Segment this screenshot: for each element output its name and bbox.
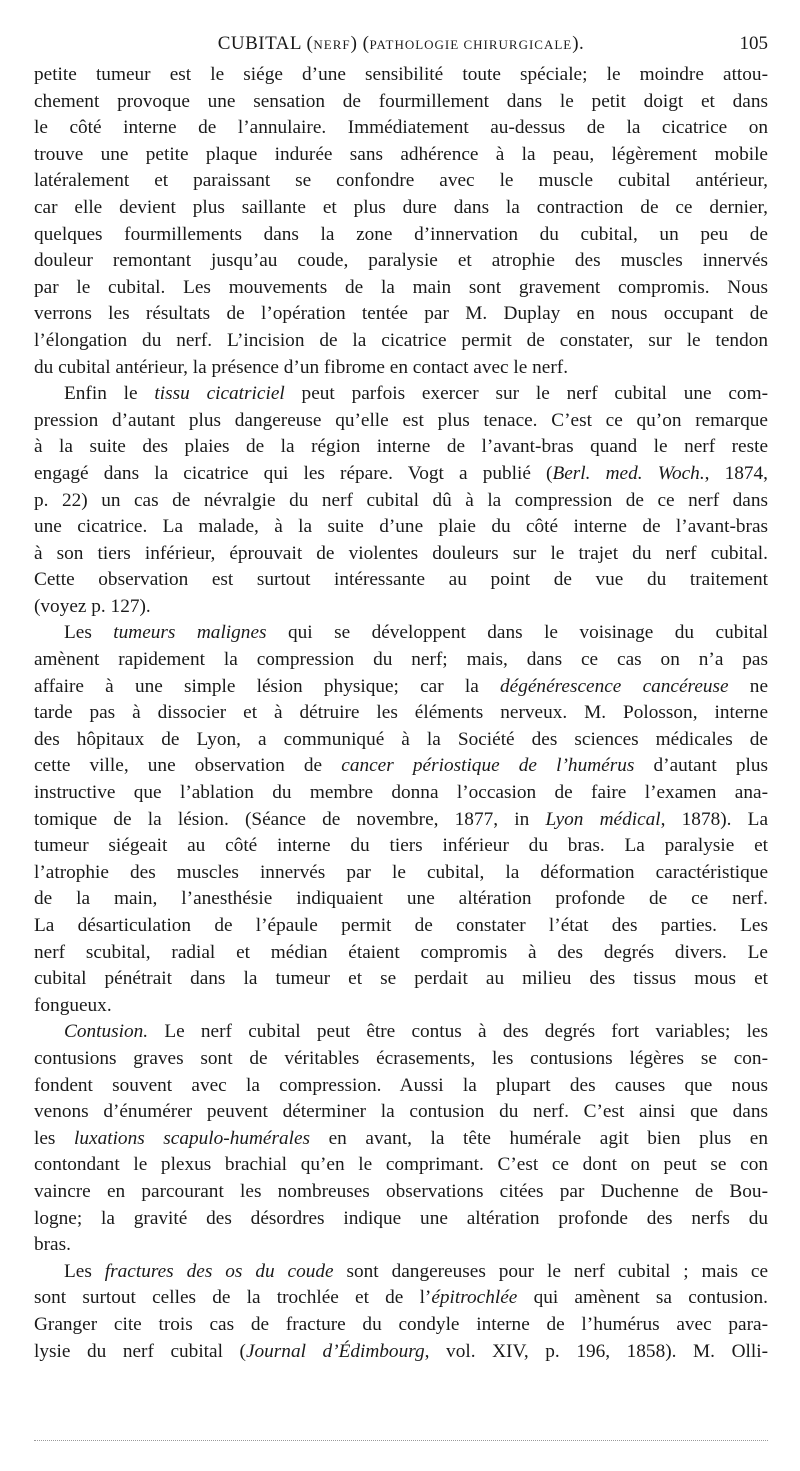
- text-segment: Enfin le: [64, 383, 155, 405]
- title-pathologie: PATHOLOGIE CHIRURGICALE: [369, 37, 573, 52]
- italic-text: luxations scapulo-humérales: [74, 1127, 311, 1149]
- text-segment: Les: [64, 622, 114, 644]
- text-line: [34, 1232, 768, 1259]
- text-line: [34, 966, 768, 993]
- page-number: 105: [739, 33, 768, 54]
- title-end: ).: [572, 33, 585, 54]
- text-segment: qui se développent dans le voisinage du cubital: [266, 622, 768, 644]
- text-line: [34, 355, 768, 382]
- text-segment: , 1874,: [704, 462, 768, 484]
- text-line: [34, 168, 768, 195]
- title-nerf: NERF: [313, 37, 351, 52]
- text-line: [34, 275, 768, 302]
- text-segment: de la main, l’anesthésie indiquaient une altération profonde de ce nerf.: [34, 888, 768, 910]
- text-segment: verrons les résultats de l’opération tentée par M. Duplay en nous occupant de: [34, 303, 768, 325]
- text-line: [34, 381, 768, 408]
- running-header: [34, 0, 768, 62]
- italic-text: Contusion.: [64, 1021, 149, 1043]
- text-segment: sont surtout celles de la trochlée et de l’: [34, 1287, 432, 1309]
- text-line: [34, 620, 768, 647]
- text-segment: chement provoque une sensation de fourmillement dans le petit doigt et dans: [34, 90, 768, 112]
- text-segment: , vol. XIV, p. 196, 1858). M. Olli-: [424, 1340, 768, 1362]
- text-segment: fondent souvent avec la compression. Aussi la plupart des causes que nous: [34, 1074, 768, 1096]
- running-title: [34, 30, 768, 59]
- text-line: [34, 195, 768, 222]
- italic-text: fractures des os du coude: [104, 1260, 334, 1282]
- text-segment: , 1878). La: [660, 808, 769, 830]
- text-line: [34, 1339, 768, 1366]
- text-segment: La désarticulation de l’épaule permit de constater l’état des parties. Les: [34, 915, 768, 936]
- text-segment: engagé dans la cicatrice qui les répare. Vogt a publié (: [34, 462, 553, 484]
- text-line: [34, 1099, 768, 1126]
- text-line: [34, 1285, 768, 1312]
- text-line: [34, 248, 768, 275]
- text-segment: affaire à une simple lésion physique; car la: [34, 675, 501, 697]
- text-segment: une cicatrice. La malade, à la suite d’une plaie du côté interne de l’avant-bras: [34, 516, 768, 538]
- text-segment: lysie du nerf cubital (: [34, 1340, 246, 1362]
- text-line: [34, 328, 768, 355]
- text-line: [34, 541, 768, 568]
- text-segment: à son tiers inférieur, éprouvait de violentes douleurs sur le trajet du nerf cubital.: [34, 542, 768, 564]
- text-segment: à la suite des plaies de la région interne de l’avant-bras quand le nerf reste: [34, 436, 768, 458]
- text-segment: qui amènent sa contusion.: [517, 1287, 768, 1309]
- text-line: [34, 807, 768, 834]
- text-line: [34, 780, 768, 807]
- text-line: [34, 461, 768, 488]
- text-segment: contusions graves sont de véritables écrasements, les contusions légères se con-: [34, 1047, 768, 1069]
- text-segment: trouve une petite plaque indurée sans adhérence à la peau, légèrement mobile: [34, 143, 768, 165]
- text-segment: Granger cite trois cas de fracture du condyle interne de l’humérus avec para-: [34, 1313, 768, 1335]
- text-segment: nerf scubital, radial et médian étaient compromis à des degrés divers. Le: [34, 941, 768, 963]
- text-line: [34, 993, 768, 1020]
- text-line: [34, 700, 768, 727]
- text-segment: du cubital antérieur, la présence d’un fibrome en contact avec le nerf.: [34, 356, 569, 378]
- text-segment: Les: [64, 1260, 105, 1282]
- text-line: [34, 913, 768, 940]
- text-line: [34, 89, 768, 116]
- text-segment: latéralement et paraissant se confondre avec le muscle cubital antérieur,: [34, 170, 768, 192]
- text-line: [34, 594, 768, 621]
- text-line: [34, 833, 768, 860]
- text-line: [34, 647, 768, 674]
- text-segment: tarde pas à dissocier et à détruire les éléments nerveux. M. Polosson, interne: [34, 702, 768, 724]
- text-line: [34, 886, 768, 913]
- text-line: [34, 62, 768, 89]
- text-segment: contondant le plexus brachial qu’en le comprimant. C’est ce dont on peut se con: [34, 1154, 768, 1176]
- text-line: [34, 1046, 768, 1073]
- document-page: [34, 0, 768, 1365]
- text-segment: amènent rapidement la compression du nerf; mais, dans ce cas on n’a pas: [34, 649, 768, 671]
- text-segment: instructive que l’ablation du membre donna l’occasion de faire l’examen ana-: [34, 782, 768, 804]
- text-segment: vaincre en parcourant les nombreuses observations citées par Duchenne de Bou-: [34, 1180, 768, 1202]
- text-segment: fongueux.: [34, 994, 112, 1016]
- footer-rule: [34, 1440, 768, 1441]
- text-line: [34, 1019, 768, 1046]
- text-segment: p. 22) un cas de névralgie du nerf cubital dû à la compression de ce nerf dans: [34, 489, 768, 511]
- text-line: [34, 514, 768, 541]
- text-line: [34, 434, 768, 461]
- title-mid: ) (: [350, 33, 370, 54]
- text-segment: douleur remontant jusqu’au coude, paralysie et atrophie des muscles innervés: [34, 250, 768, 272]
- italic-text: Lyon médical: [545, 808, 661, 830]
- text-segment: par le cubital. Les mouvements de la main sont gravement compromis. Nous: [34, 276, 768, 298]
- text-line: [34, 115, 768, 142]
- text-segment: car elle devient plus saillante et plus dure dans la contraction de ce dernier,: [34, 196, 768, 218]
- body-text: [34, 62, 768, 1365]
- text-line: [34, 142, 768, 169]
- text-segment: des hôpitaux de Lyon, a communiqué à la Société des sciences médicales de: [34, 728, 768, 750]
- italic-text: Berl. med. Woch.: [552, 462, 705, 484]
- text-line: [34, 222, 768, 249]
- text-line: [34, 1206, 768, 1233]
- italic-text: cancer périostique de l’humérus: [341, 755, 635, 777]
- text-line: [34, 1312, 768, 1339]
- text-line: [34, 1073, 768, 1100]
- text-line: [34, 940, 768, 967]
- text-segment: pression d’autant plus dangereuse qu’elle est plus tenace. C’est ce qu’on remarque: [34, 409, 768, 431]
- italic-text: épitrochlée: [431, 1287, 518, 1309]
- text-line: [34, 301, 768, 328]
- text-segment: petite tumeur est le siége d’une sensibilité toute spéciale; le moindre attou-: [34, 64, 768, 85]
- text-segment: Cette observation est surtout intéressante au point de vue du traitement: [34, 569, 768, 591]
- text-line: [34, 753, 768, 780]
- italic-text: tissu cicatriciel: [154, 383, 285, 405]
- text-segment: tumeur siégeait au côté interne du tiers inférieur du bras. La paralysie et: [34, 835, 768, 857]
- text-segment: cubital pénétrait dans la tumeur et se perdait au milieu des tissus mous et: [34, 968, 768, 990]
- text-segment: l’élongation du nerf. L’incision de la cicatrice permit de constater, sur le tendon: [34, 329, 768, 351]
- text-segment: (voyez p. 127).: [34, 595, 151, 617]
- text-segment: ne: [728, 675, 768, 697]
- text-line: [34, 567, 768, 594]
- text-line: [34, 674, 768, 701]
- text-line: [34, 1259, 768, 1286]
- text-segment: l’atrophie des muscles innervés par le cubital, la déformation caractéristique: [34, 861, 768, 883]
- text-segment: d’autant plus: [634, 755, 768, 777]
- italic-text: Journal d’Édimbourg: [245, 1340, 425, 1362]
- text-segment: le côté interne de l’annulaire. Immédiatement au-dessus de la cicatrice on: [34, 117, 768, 139]
- text-segment: logne; la gravité des désordres indique une altération profonde des nerfs du: [34, 1207, 768, 1229]
- text-line: [34, 1179, 768, 1206]
- text-segment: les: [34, 1127, 75, 1149]
- text-segment: sont dangereuses pour le nerf cubital ; mais ce: [333, 1260, 768, 1282]
- italic-text: tumeurs malignes: [113, 622, 267, 644]
- italic-text: dégénérescence cancéreuse: [500, 675, 729, 697]
- text-line: [34, 1126, 768, 1153]
- text-segment: venons d’énumérer peuvent déterminer la contusion du nerf. C’est ainsi que dans: [34, 1101, 768, 1123]
- text-segment: peut parfois exercer sur le nerf cubital une com-: [284, 383, 768, 405]
- text-line: [34, 488, 768, 515]
- title-main: CUBITAL (: [217, 33, 314, 54]
- text-segment: bras.: [34, 1234, 71, 1256]
- text-line: [34, 860, 768, 887]
- text-line: [34, 1152, 768, 1179]
- text-line: [34, 727, 768, 754]
- text-segment: cette ville, une observation de: [34, 755, 342, 777]
- text-segment: quelques fourmillements dans la zone d’innervation du cubital, un peu de: [34, 223, 768, 245]
- text-segment: tomique de la lésion. (Séance de novembre, 1877, in: [34, 808, 546, 830]
- text-line: [34, 408, 768, 435]
- text-segment: en avant, la tête humérale agit bien plus en: [310, 1127, 768, 1149]
- text-segment: Le nerf cubital peut être contus à des degrés fort variables; les: [148, 1021, 768, 1043]
